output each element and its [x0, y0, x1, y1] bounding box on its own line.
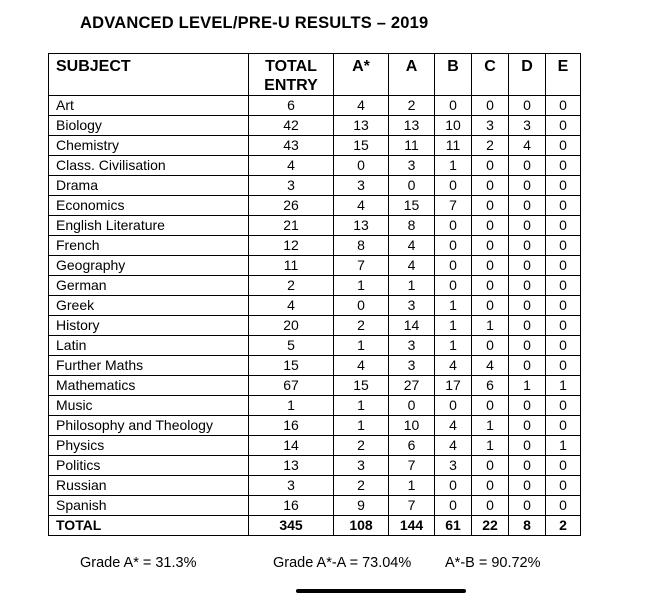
- grade-cell: 4: [509, 136, 546, 156]
- grade-cell: 3: [509, 116, 546, 136]
- header-grade-b: B: [435, 54, 472, 96]
- grade-cell: 1: [389, 476, 435, 496]
- grade-cell: 0: [472, 156, 509, 176]
- subject-cell: English Literature: [49, 216, 249, 236]
- entry-cell: 67: [249, 376, 334, 396]
- page-title: ADVANCED LEVEL/PRE-U RESULTS – 2019: [80, 14, 429, 32]
- grade-cell: 0: [334, 156, 389, 176]
- entry-cell: 26: [249, 196, 334, 216]
- grade-cell: 6: [389, 436, 435, 456]
- grade-cell: 1: [435, 316, 472, 336]
- grade-cell: 2: [334, 476, 389, 496]
- grade-cell: 14: [389, 316, 435, 336]
- entry-cell: 13: [249, 456, 334, 476]
- grade-cell: 4: [435, 416, 472, 436]
- grade-cell: 0: [509, 316, 546, 336]
- grade-cell: 27: [389, 376, 435, 396]
- grade-cell: 4: [389, 236, 435, 256]
- entry-cell: 42: [249, 116, 334, 136]
- grade-cell: 4: [334, 96, 389, 116]
- grade-cell: 22: [472, 516, 509, 536]
- grade-cell: 0: [546, 236, 581, 256]
- subject-cell: Art: [49, 96, 249, 116]
- grade-cell: 0: [546, 296, 581, 316]
- subject-cell: Latin: [49, 336, 249, 356]
- grade-cell: 0: [546, 116, 581, 136]
- grade-cell: 0: [472, 336, 509, 356]
- grade-cell: 3: [389, 296, 435, 316]
- grade-cell: 0: [472, 216, 509, 236]
- grade-cell: 4: [334, 196, 389, 216]
- header-grade-astar: A*: [334, 54, 389, 96]
- header-grade-c: C: [472, 54, 509, 96]
- grade-cell: 0: [509, 496, 546, 516]
- entry-cell: 2: [249, 276, 334, 296]
- entry-cell: 15: [249, 356, 334, 376]
- table-row: [49, 396, 581, 416]
- grade-cell: 0: [546, 256, 581, 276]
- header-total-entry: [249, 54, 334, 96]
- table-row: [49, 136, 581, 156]
- grade-cell: 8: [334, 236, 389, 256]
- grade-cell: 13: [334, 216, 389, 236]
- grade-cell: 0: [435, 236, 472, 256]
- grade-cell: 0: [472, 496, 509, 516]
- grade-cell: 0: [509, 236, 546, 256]
- grade-cell: 0: [472, 396, 509, 416]
- grade-cell: 0: [509, 256, 546, 276]
- grade-cell: 3: [389, 356, 435, 376]
- grade-cell: 3: [334, 456, 389, 476]
- grade-cell: 15: [334, 376, 389, 396]
- entry-cell: 43: [249, 136, 334, 156]
- subject-cell: Greek: [49, 296, 249, 316]
- grade-cell: 0: [472, 196, 509, 216]
- subject-cell: Further Maths: [49, 356, 249, 376]
- grade-cell: 1: [334, 396, 389, 416]
- entry-cell: 11: [249, 256, 334, 276]
- table-row: [49, 276, 581, 296]
- grade-cell: 0: [472, 296, 509, 316]
- subject-cell: TOTAL: [49, 516, 249, 536]
- grade-cell: 10: [389, 416, 435, 436]
- table-row: [49, 416, 581, 436]
- grade-cell: 0: [435, 496, 472, 516]
- grade-cell: 3: [389, 336, 435, 356]
- entry-cell: 14: [249, 436, 334, 456]
- grade-cell: 6: [472, 376, 509, 396]
- header-subject: SUBJECT: [49, 54, 249, 96]
- grade-cell: 0: [546, 476, 581, 496]
- table-row: [49, 196, 581, 216]
- grade-cell: 0: [509, 356, 546, 376]
- entry-cell: 16: [249, 416, 334, 436]
- grade-cell: 0: [509, 416, 546, 436]
- grade-cell: 15: [334, 136, 389, 156]
- grade-cell: 0: [435, 176, 472, 196]
- grade-cell: 8: [389, 216, 435, 236]
- grade-cell: 0: [509, 96, 546, 116]
- grade-cell: 2: [472, 136, 509, 156]
- home-indicator-bar[interactable]: [296, 589, 466, 593]
- table-row: [49, 236, 581, 256]
- grade-cell: 0: [472, 256, 509, 276]
- grade-cell: 0: [472, 276, 509, 296]
- grade-cell: 4: [435, 436, 472, 456]
- grade-cell: 0: [509, 436, 546, 456]
- grade-cell: 3: [389, 156, 435, 176]
- grade-cell: 4: [435, 356, 472, 376]
- grade-cell: 7: [389, 456, 435, 476]
- table-row: [49, 456, 581, 476]
- grade-cell: 0: [389, 176, 435, 196]
- subject-cell: Drama: [49, 176, 249, 196]
- stat-astar-a: Grade A*-A = 73.04%: [273, 555, 412, 571]
- grade-cell: 1: [435, 296, 472, 316]
- table-row: [49, 256, 581, 276]
- grade-cell: 11: [389, 136, 435, 156]
- grade-cell: 13: [389, 116, 435, 136]
- table-row: [49, 496, 581, 516]
- grade-cell: 1: [389, 276, 435, 296]
- grade-cell: 0: [546, 496, 581, 516]
- grade-cell: 0: [546, 156, 581, 176]
- stat-astar-b: A*-B = 90.72%: [445, 555, 541, 571]
- grade-cell: 0: [509, 456, 546, 476]
- table-row: [49, 216, 581, 236]
- subject-cell: Spanish: [49, 496, 249, 516]
- grade-cell: 1: [546, 376, 581, 396]
- grade-cell: 0: [389, 396, 435, 416]
- subject-cell: Chemistry: [49, 136, 249, 156]
- table-row: [49, 296, 581, 316]
- entry-cell: 21: [249, 216, 334, 236]
- subject-cell: Biology: [49, 116, 249, 136]
- grade-cell: 144: [389, 516, 435, 536]
- table-row: [49, 356, 581, 376]
- grade-cell: 7: [334, 256, 389, 276]
- grade-cell: 1: [334, 276, 389, 296]
- grade-cell: 7: [389, 496, 435, 516]
- entry-cell: 5: [249, 336, 334, 356]
- grade-cell: 0: [509, 296, 546, 316]
- grade-cell: 0: [435, 276, 472, 296]
- entry-cell: 12: [249, 236, 334, 256]
- grade-cell: 4: [472, 356, 509, 376]
- entry-cell: 3: [249, 176, 334, 196]
- grade-cell: 0: [435, 216, 472, 236]
- table-row: [49, 436, 581, 456]
- header-total-entry-line2: ENTRY: [264, 77, 318, 94]
- grade-cell: 15: [389, 196, 435, 216]
- grade-cell: 0: [546, 96, 581, 116]
- grade-cell: 0: [472, 236, 509, 256]
- grade-cell: 0: [546, 136, 581, 156]
- entry-cell: 6: [249, 96, 334, 116]
- grade-cell: 0: [435, 256, 472, 276]
- grade-cell: 0: [472, 176, 509, 196]
- stat-astar: Grade A* = 31.3%: [80, 555, 197, 571]
- grade-cell: 0: [509, 156, 546, 176]
- header-grade-a: A: [389, 54, 435, 96]
- grade-cell: 3: [435, 456, 472, 476]
- grade-cell: 61: [435, 516, 472, 536]
- entry-cell: 345: [249, 516, 334, 536]
- grade-cell: 1: [472, 316, 509, 336]
- grade-cell: 8: [509, 516, 546, 536]
- subject-cell: Economics: [49, 196, 249, 216]
- subject-cell: Russian: [49, 476, 249, 496]
- grade-cell: 1: [334, 336, 389, 356]
- grade-cell: 2: [546, 516, 581, 536]
- grade-cell: 0: [435, 96, 472, 116]
- table-row: [49, 376, 581, 396]
- grade-cell: 0: [546, 396, 581, 416]
- grade-cell: 0: [509, 476, 546, 496]
- grade-cell: 3: [334, 176, 389, 196]
- grade-cell: 0: [509, 216, 546, 236]
- grade-cell: 0: [509, 336, 546, 356]
- grade-cell: 3: [472, 116, 509, 136]
- grade-cell: 7: [435, 196, 472, 216]
- subject-cell: Philosophy and Theology: [49, 416, 249, 436]
- grade-cell: 1: [435, 336, 472, 356]
- header-grade-e: E: [546, 54, 581, 96]
- grade-cell: 0: [509, 396, 546, 416]
- grade-cell: 0: [509, 276, 546, 296]
- header-grade-d: D: [509, 54, 546, 96]
- grade-cell: 0: [546, 316, 581, 336]
- subject-cell: German: [49, 276, 249, 296]
- grade-cell: 1: [472, 416, 509, 436]
- entry-cell: 3: [249, 476, 334, 496]
- subject-cell: Music: [49, 396, 249, 416]
- grade-cell: 0: [546, 196, 581, 216]
- grade-cell: 2: [334, 436, 389, 456]
- grade-cell: 0: [472, 476, 509, 496]
- table-row: [49, 476, 581, 496]
- grade-cell: 0: [546, 336, 581, 356]
- grade-cell: 9: [334, 496, 389, 516]
- subject-cell: Politics: [49, 456, 249, 476]
- entry-cell: 4: [249, 156, 334, 176]
- table-row: [49, 336, 581, 356]
- subject-cell: Mathematics: [49, 376, 249, 396]
- grade-cell: 0: [509, 196, 546, 216]
- subject-cell: Class. Civilisation: [49, 156, 249, 176]
- grade-cell: 0: [334, 296, 389, 316]
- table-row: [49, 156, 581, 176]
- grade-cell: 17: [435, 376, 472, 396]
- grade-cell: 2: [334, 316, 389, 336]
- results-body: [49, 96, 581, 536]
- grade-cell: 0: [546, 356, 581, 376]
- grade-cell: 11: [435, 136, 472, 156]
- grade-cell: 1: [435, 156, 472, 176]
- grade-cell: 4: [334, 356, 389, 376]
- grade-cell: 0: [509, 176, 546, 196]
- grade-cell: 1: [509, 376, 546, 396]
- grade-cell: 1: [472, 436, 509, 456]
- entry-cell: 4: [249, 296, 334, 316]
- grade-cell: 1: [334, 416, 389, 436]
- grade-cell: 0: [546, 456, 581, 476]
- results-table: [48, 53, 581, 536]
- table-header-row: [49, 54, 581, 96]
- grade-cell: 0: [472, 456, 509, 476]
- entry-cell: 1: [249, 396, 334, 416]
- grade-cell: 0: [546, 176, 581, 196]
- grade-cell: 0: [546, 216, 581, 236]
- grade-cell: 10: [435, 116, 472, 136]
- table-row: [49, 316, 581, 336]
- grade-cell: 0: [546, 416, 581, 436]
- grade-cell: 4: [389, 256, 435, 276]
- header-total-entry-line1: TOTAL: [265, 58, 317, 75]
- table-row: [49, 176, 581, 196]
- grade-cell: 2: [389, 96, 435, 116]
- grade-cell: 0: [546, 276, 581, 296]
- total-row: [49, 516, 581, 536]
- grade-cell: 0: [472, 96, 509, 116]
- entry-cell: 16: [249, 496, 334, 516]
- grade-cell: 0: [435, 476, 472, 496]
- table-row: [49, 116, 581, 136]
- grade-cell: 13: [334, 116, 389, 136]
- subject-cell: French: [49, 236, 249, 256]
- subject-cell: Physics: [49, 436, 249, 456]
- grade-cell: 0: [435, 396, 472, 416]
- table-row: [49, 96, 581, 116]
- grade-cell: 1: [546, 436, 581, 456]
- entry-cell: 20: [249, 316, 334, 336]
- subject-cell: History: [49, 316, 249, 336]
- subject-cell: Geography: [49, 256, 249, 276]
- grade-cell: 108: [334, 516, 389, 536]
